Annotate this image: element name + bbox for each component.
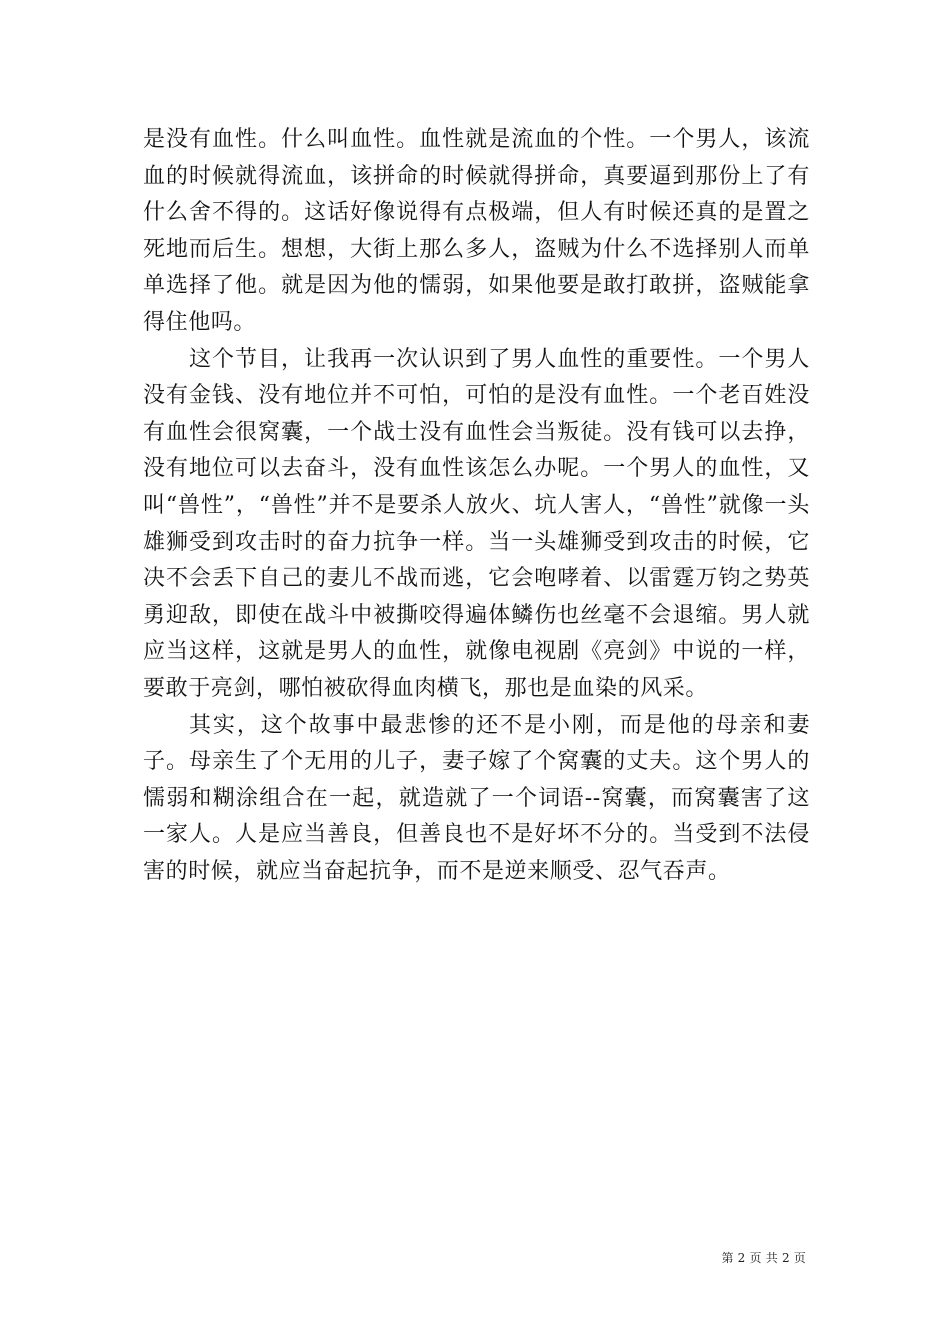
- paragraph-2: 这个节目，让我再一次认识到了男人血性的重要性。一个男人没有金钱、没有地位并不可怕，可怕的是没有血性。一个老百姓没有血性会很窝囊，一个战士没有血性会当叛徒。没有钱可以去挣，没有地位可以去奋斗，没有血性该怎么办呢。一个男人的血性，又叫“兽性”，“兽性”并不是要杀人放火、坑人害人，“兽性”就像一头雄狮受到攻击时的奋力抗争一样。当一头雄狮受到攻击的时候，它决不会丢下自己的妻儿不战而逃，它会咆哮着、以雷霆万钧之势英勇迎敌，即使在战斗中被撕咬得遍体鳞伤也丝毫不会退缩。男人就应当这样，这就是男人的血性，就像电视剧《亮剑》中说的一样，要敢于亮剑，哪怕被砍得血肉横飞，那也是血染的风采。: [143, 346, 810, 701]
- paragraph-1: 是没有血性。什么叫血性。血性就是流血的个性。一个男人，该流血的时候就得流血，该拼命的时候就得拼命，真要逼到那份上了有什么舍不得的。这话好像说得有点极端，但人有时候还真的是置之死地而后生。想想，大街上那么多人，盗贼为什么不选择别人而单单选择了他。就是因为他的懦弱，如果他要是敢打敢拼，盗贼能拿得住他吗。: [143, 127, 810, 335]
- paragraph-3: 其实，这个故事中最悲惨的还不是小刚，而是他的母亲和妻子。母亲生了个无用的儿子，妻子嫁了个窝囊的丈夫。这个男人的懦弱和糊涂组合在一起，就造就了一个词语--窝囊，而窝囊害了这一家人。人是应当善良，但善良也不是好坏不分的。当受到不法侵害的时候，就应当奋起抗争，而不是逆来顺受、忍气吞声。: [143, 712, 810, 884]
- document-body: [143, 122, 810, 890]
- page-number-footer: 第 2 页 共 2 页: [721, 1251, 806, 1265]
